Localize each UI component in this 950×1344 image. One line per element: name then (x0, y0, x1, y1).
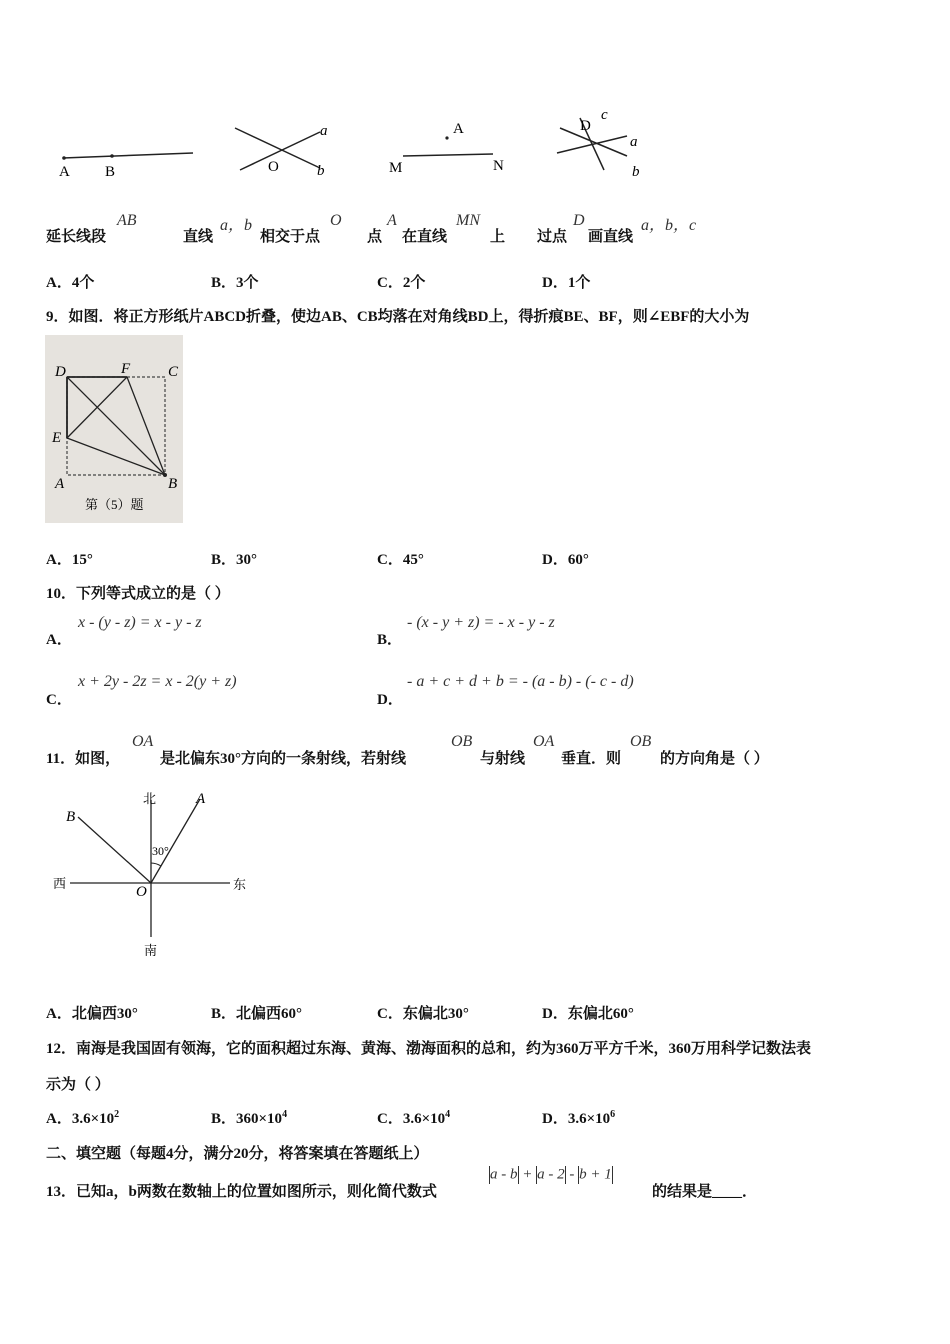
fig4-label-a: a (630, 134, 638, 150)
q9-option-b[interactable]: B．30° (211, 552, 258, 568)
q8-option-d[interactable]: D．1个 (542, 275, 591, 291)
q11-option-a[interactable]: A．北偏西30° (46, 1006, 138, 1022)
q12-stem-line-1: 12．南海是我国固有领海，它的面积超过东海、黄海、渤海面积的总和，约为360万平方千米，360万用科学记数法表 (46, 1041, 812, 1057)
fig1-label-b: B (105, 164, 116, 180)
q11-option-d[interactable]: D．东偏北60° (542, 1006, 634, 1022)
q11-stem-2: 是北偏东30°方向的一条射线，若射线 (160, 751, 407, 767)
q11-label-a: A (196, 791, 206, 807)
q11-label-o: O (136, 884, 147, 900)
abs-bar (565, 1166, 566, 1184)
caption-2: 直线 (183, 229, 214, 245)
q9-option-c[interactable]: C．45° (377, 552, 424, 568)
caption-2-math: a，b (220, 217, 253, 234)
abs-bar (612, 1166, 613, 1184)
fig1-label-a: A (59, 164, 70, 180)
caption-3-math: A (387, 212, 397, 229)
figure-segment-ab (55, 140, 205, 185)
caption-1: 延长线段 (46, 229, 107, 245)
q10-option-a-expr: x - (y - z) = x - y - z (78, 614, 202, 631)
q11-math-oa: OA (132, 733, 154, 750)
q13-term-1: a - b (490, 1166, 518, 1183)
caption-4-math2: a，b，c (641, 217, 697, 234)
q8-option-a[interactable]: A．4个 (46, 275, 95, 291)
abs-bar (518, 1166, 519, 1184)
q9-diagram (45, 335, 183, 523)
caption-4-math: D (573, 212, 585, 229)
q11-stem-1: 11．如图， (46, 751, 121, 767)
figure-three-lines-through-d (552, 108, 657, 183)
caption-4: 过点 (537, 229, 568, 245)
caption-1-math: AB (117, 212, 137, 229)
caption-2-math2: O (330, 212, 342, 229)
q11-compass-diagram (50, 785, 270, 965)
q11-option-c[interactable]: C．东偏北30° (377, 1006, 469, 1022)
caption-3: 点 (367, 229, 383, 245)
caption-3-math2: MN (456, 212, 480, 229)
q10-option-a-label[interactable]: A． (46, 632, 72, 648)
q11-option-b[interactable]: B．北偏西60° (211, 1006, 303, 1022)
q12-option-b[interactable] (211, 1107, 287, 1128)
q10-option-c-label[interactable]: C． (46, 692, 72, 708)
fig3-label-n: N (493, 158, 504, 174)
q12-option-c[interactable] (377, 1107, 450, 1128)
q9-label-b: B (168, 476, 178, 492)
q10-option-b-label[interactable]: B． (377, 632, 403, 648)
q13-term-3: b + 1 (579, 1166, 612, 1183)
q11-stem-4: 垂直．则 (561, 751, 622, 767)
q9-label-d: D (55, 364, 66, 380)
q12-option-d-exp: 6 (610, 1109, 616, 1120)
q12-option-d-base: D．3.6×10 (542, 1111, 611, 1127)
fig2-label-b: b (317, 163, 325, 179)
q13-result-text: 的结果是 (652, 1184, 713, 1200)
q13-answer-blank[interactable]: ____ (712, 1184, 743, 1200)
q8-option-c[interactable]: C．2个 (377, 275, 426, 291)
q11-math-ob-2: OB (630, 733, 652, 750)
q9-label-f: F (121, 361, 131, 377)
fig3-label-a: A (453, 121, 464, 137)
q10-option-d-expr: - a + c + d + b = - (a - b) - (- c - d) (407, 673, 634, 690)
q11-stem-5: 的方向角是（ ） (660, 751, 769, 767)
figure-intersecting-lines (230, 118, 340, 183)
fig4-label-b: b (632, 164, 640, 180)
q8-option-b[interactable]: B．3个 (211, 275, 259, 291)
q10-option-b-expr: - (x - y + z) = - x - y - z (407, 614, 555, 631)
section-2-heading: 二、填空题（每题4分，满分20分，将答案填在答题纸上） (46, 1146, 429, 1162)
q11-label-east: 东 (233, 878, 247, 893)
q13-term-2: a - 2 (537, 1166, 565, 1183)
q11-label-south: 南 (144, 944, 158, 959)
figure-point-on-line (385, 118, 515, 183)
caption-3b: 在直线 (402, 229, 448, 245)
q9-label-a: A (55, 476, 65, 492)
q10-option-d-label[interactable]: D． (377, 692, 403, 708)
q12-option-a-exp: 2 (114, 1109, 120, 1120)
q12-option-c-exp: 4 (445, 1109, 451, 1120)
q12-option-c-base: C．3.6×10 (377, 1111, 446, 1127)
q9-option-d[interactable]: D．60° (542, 552, 589, 568)
q13-op-1: + (522, 1166, 533, 1183)
q9-label-c: C (168, 364, 179, 380)
q12-option-a[interactable] (46, 1107, 119, 1128)
q9-option-a[interactable]: A．15° (46, 552, 93, 568)
q11-label-west: 西 (53, 877, 67, 892)
q11-label-north: 北 (143, 792, 157, 807)
fig2-label-o: O (268, 159, 279, 175)
caption-4b: 画直线 (588, 229, 634, 245)
q11-label-angle: 30° (152, 844, 169, 858)
q10-stem: 10．下列等式成立的是（ ） (46, 586, 230, 602)
q13-stem: 13．已知a，b两数在数轴上的位置如图所示，则化简代数式 (46, 1184, 437, 1200)
fig4-label-c: c (601, 107, 608, 123)
q9-figure (45, 335, 183, 523)
q12-stem-line-2: 示为（ ） (46, 1077, 110, 1093)
q11-math-oa-2: OA (533, 733, 555, 750)
fig3-label-m: M (389, 160, 403, 176)
q13-expression (489, 1166, 613, 1184)
caption-3c: 上 (490, 229, 506, 245)
q9-figure-caption: 第（5）题 (85, 497, 144, 512)
q12-option-b-exp: 4 (282, 1109, 288, 1120)
q13-stem-2 (652, 1180, 757, 1201)
q13-end-mark: ． (742, 1184, 758, 1200)
fig2-label-a: a (320, 123, 328, 139)
q11-stem-3: 与射线 (480, 751, 526, 767)
q12-option-d[interactable] (542, 1107, 615, 1128)
caption-2b: 相交于点 (260, 229, 321, 245)
q13-op-2: - (569, 1166, 575, 1183)
q12-option-b-base: B．360×10 (211, 1111, 283, 1127)
fig4-label-d: D (580, 118, 591, 134)
q10-option-c-expr: x + 2y - 2z = x - 2(y + z) (78, 673, 237, 690)
q9-label-e: E (52, 430, 62, 446)
q11-math-ob: OB (451, 733, 473, 750)
q9-stem: 9．如图．将正方形纸片ABCD折叠，使边AB、CB均落在对角线BD上，得折痕BE、BF，则∠EBF的大小为 (46, 309, 750, 325)
q12-option-a-base: A．3.6×10 (46, 1111, 115, 1127)
q11-label-b: B (66, 809, 76, 825)
